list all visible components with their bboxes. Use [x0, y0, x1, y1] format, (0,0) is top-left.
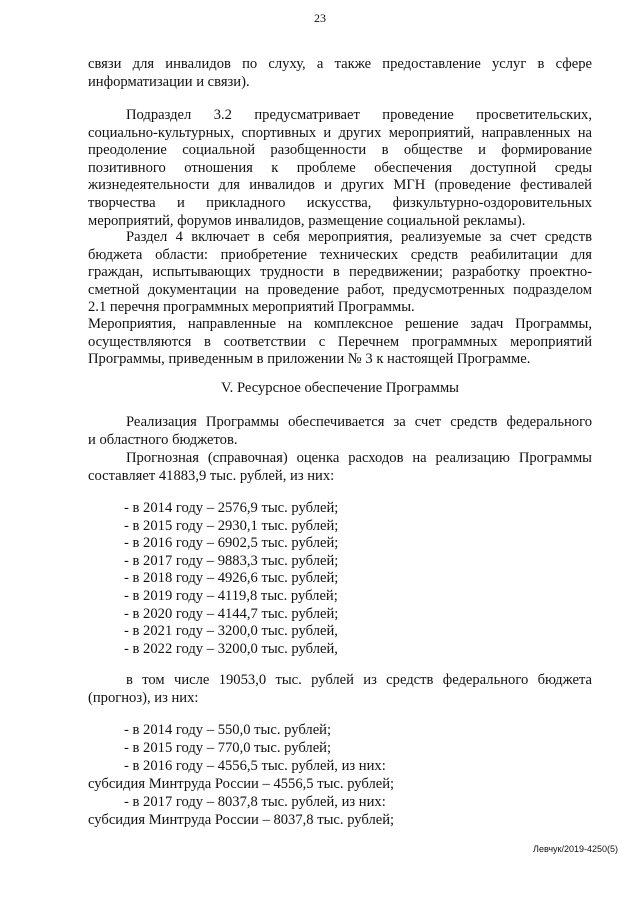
list-item: - в 2016 году – 6902,5 тыс. рублей; [124, 535, 339, 552]
list-item: - в 2019 году – 4119,8 тыс. рублей; [124, 587, 338, 604]
paragraph-subsection-3-2 [88, 107, 592, 230]
federal-subsidy-line: субсидия Минтруда России – 4556,5 тыс. рублей; [88, 776, 395, 792]
text-line: позитивного отношения к проблеме обеспечения доступной среды [88, 159, 592, 176]
text-line: бюджета области: приобретение технических средств реабилитации для [88, 246, 592, 263]
text-line: мероприятий, форумов инвалидов, размещение социальной рекламы). [88, 212, 526, 229]
text-line: осуществляются в соответствии с Перечнем программных мероприятий [88, 333, 592, 350]
paragraph-continuation [88, 56, 592, 91]
text-line: информатизации и связи). [88, 73, 250, 90]
text-line: социально-культурных, спортивных и других мероприятий, направленных на [88, 124, 592, 141]
text-line: (прогноз), из них: [88, 689, 199, 706]
text-line: сметной документации на проведение работ, предусмотренных подразделом [88, 281, 592, 298]
year-totals-list [124, 500, 338, 658]
page-number: 23 [314, 11, 326, 25]
federal-list-item: - в 2016 году – 4556,5 тыс. рублей, из них: [124, 758, 386, 774]
text-line: Раздел 4 включает в себя мероприятия, реализуемые за счет средств [126, 229, 592, 245]
document-code: Левчук/2019-4250(5) [533, 844, 618, 854]
text-line: Подраздел 3.2 предусматривает проведение просветительских, [126, 107, 592, 123]
paragraph-federal [88, 672, 592, 707]
text-line: граждан, испытывающих трудности в передвижении; разработку проектно- [88, 264, 592, 281]
text-line: составляет 41883,9 тыс. рублей, из них: [88, 467, 335, 484]
paragraph-measures [88, 316, 592, 369]
federal-list-item: - в 2015 году – 770,0 тыс. рублей; [124, 740, 332, 756]
list-item: - в 2018 году – 4926,6 тыс. рублей; [124, 570, 339, 587]
text-line: творчества и прикладного искусства, физкультурно-оздоровительных [88, 194, 592, 211]
list-item: - в 2020 году – 4144,7 тыс. рублей; [124, 605, 339, 622]
list-item: - в 2015 году – 2930,1 тыс. рублей; [124, 517, 339, 534]
text-line: 2.1 перечня программных мероприятий Программы. [88, 299, 415, 316]
text-line: Программы, приведенным в приложении № 3 к настоящей Программе. [88, 351, 531, 368]
text-line: Реализация Программы обеспечивается за счет средств федерального [126, 414, 592, 430]
federal-subsidy-line: субсидия Минтруда России – 8037,8 тыс. рублей; [88, 812, 395, 828]
text-line: и областного бюджетов. [88, 431, 238, 448]
text-line: Мероприятия, направленные на комплексное решение задач Программы, [88, 316, 592, 332]
federal-list-item: - в 2014 году – 550,0 тыс. рублей; [124, 722, 332, 738]
federal-list-item: - в 2017 году – 8037,8 тыс. рублей, из них: [124, 794, 386, 810]
text-line: в том числе 19053,0 тыс. рублей из средств федерального бюджета [126, 672, 592, 688]
paragraph-section-4 [88, 229, 592, 317]
paragraph-forecast [88, 450, 592, 485]
section-heading: V. Ресурсное обеспечение Программы [221, 380, 459, 396]
text-line: жизнедеятельности для инвалидов и других МГН (проведение фестивалей [88, 177, 592, 194]
text-line: связи для инвалидов по слуху, а также предоставление услуг в сфере [88, 56, 592, 72]
text-line: преодоление социальной разобщенности в обществе и формирование [88, 142, 592, 159]
list-item: - в 2017 году – 9883,3 тыс. рублей; [124, 552, 339, 569]
list-item: - в 2014 году – 2576,9 тыс. рублей; [124, 500, 339, 516]
text-line: Прогнозная (справочная) оценка расходов на реализацию Программы [126, 450, 592, 466]
list-item: - в 2022 году – 3200,0 тыс. рублей, [124, 640, 338, 657]
paragraph-implementation [88, 414, 592, 449]
list-item: - в 2021 году – 3200,0 тыс. рублей, [124, 623, 338, 640]
